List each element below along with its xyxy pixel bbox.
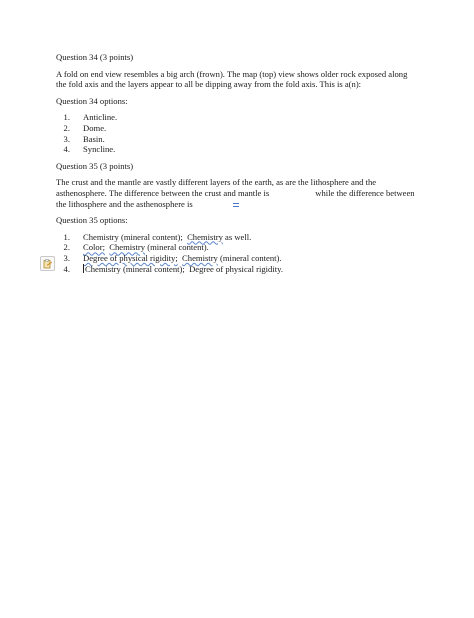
question-35-stem-part-a: The crust and the mantle are vastly different layers of the earth, as are the lithosphere and the asthenosphere. The difference between the crust and mantle is bbox=[56, 177, 377, 198]
option-text: Dome. bbox=[83, 122, 107, 133]
option-part-b: Chemistry bbox=[187, 231, 223, 242]
answer-blank-2[interactable] bbox=[233, 203, 239, 207]
option-number: 1. bbox=[63, 112, 70, 123]
question-34-options-heading: Question 34 options: bbox=[56, 95, 128, 106]
option-text bbox=[83, 264, 283, 275]
option-number: 2. bbox=[63, 122, 70, 133]
option-part-c: (mineral content). bbox=[145, 242, 209, 253]
option-text bbox=[83, 253, 282, 264]
option-text bbox=[83, 232, 251, 243]
option-part-b: Chemistry bbox=[182, 252, 218, 263]
option-part-a: Color; bbox=[83, 242, 105, 253]
option-text: Syncline. bbox=[83, 144, 116, 155]
option-item bbox=[56, 134, 418, 145]
option-part-a: Chemistry (mineral content); bbox=[83, 231, 183, 242]
option-number: 3. bbox=[63, 252, 70, 263]
clipboard-icon bbox=[43, 259, 53, 269]
option-part-a: Degree of physical rigidity; bbox=[83, 252, 178, 263]
option-number: 3. bbox=[63, 133, 70, 144]
option-item bbox=[56, 253, 418, 264]
option-part-b: Chemistry bbox=[109, 242, 146, 253]
question-35-options-heading: Question 35 options: bbox=[56, 215, 128, 226]
option-number: 4. bbox=[63, 263, 70, 274]
option-text: Anticline. bbox=[83, 112, 118, 123]
question-35-stem-part-b: while the difference between the lithosphere and the asthenosphere is bbox=[56, 187, 415, 209]
option-part-c: as well. bbox=[222, 231, 252, 242]
option-item bbox=[56, 144, 418, 155]
question-35-options bbox=[56, 232, 418, 274]
option-item bbox=[56, 242, 418, 253]
document-page bbox=[56, 52, 418, 280]
option-item bbox=[56, 232, 418, 243]
option-part-a: Chemistry (mineral content); bbox=[85, 263, 185, 274]
question-34-heading: Question 34 (3 points) bbox=[56, 52, 134, 62]
question-34-options bbox=[56, 112, 418, 154]
text-cursor bbox=[83, 264, 84, 273]
question-35-heading: Question 35 (3 points) bbox=[56, 160, 134, 171]
option-number: 4. bbox=[63, 144, 70, 155]
question-34-stem: A fold on end view resembles a big arch (frown). The map (top) view shows older rock exposed along the fold axis and the layers appear to all be dipping away from the fold axis. This is a(n): bbox=[56, 68, 408, 90]
option-text: Basin. bbox=[83, 133, 105, 144]
paste-options-icon[interactable] bbox=[40, 256, 55, 271]
option-text bbox=[83, 242, 209, 253]
option-number: 1. bbox=[63, 231, 70, 242]
option-item bbox=[56, 264, 418, 275]
option-part-c: (mineral content). bbox=[217, 252, 282, 263]
option-item bbox=[56, 123, 418, 134]
option-part-b: Degree of physical rigidity. bbox=[189, 263, 284, 274]
question-35-stem bbox=[56, 177, 418, 209]
option-item bbox=[56, 112, 418, 123]
option-number: 2. bbox=[63, 242, 70, 253]
